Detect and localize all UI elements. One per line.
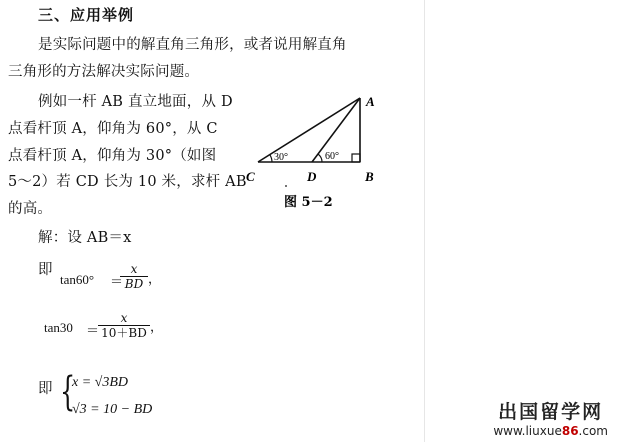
angle-arc-c [270, 155, 272, 162]
stray-dot [285, 185, 287, 187]
eq2-fraction [98, 311, 150, 340]
site-watermark [493, 397, 608, 438]
eq2-denominator: 10＋BD [101, 326, 147, 340]
solution-let: 解：设 AB＝x [38, 230, 132, 246]
ji-label-1: 即 [38, 262, 53, 278]
label-c: C [246, 169, 255, 184]
watermark-title: 出国留学网 [498, 401, 604, 423]
example-line-4: 5～2）若 CD 长为 10 米，求杆 AB [8, 174, 247, 190]
label-b: B [365, 169, 374, 184]
eq2-tail: ， [150, 319, 164, 334]
intro-line-1: 是实际问题中的解直角三角形，或者说用解直角 [38, 37, 347, 53]
example-line-5: 的高。 [8, 201, 53, 217]
ji-label-2: 即 [38, 381, 53, 397]
system-eq-2: √3 = 10 − BD [72, 402, 153, 417]
label-d: D [307, 169, 317, 184]
label-a: A [366, 94, 375, 109]
watermark-url: www.liuxue86.com [493, 424, 608, 438]
example-line-2: 点看杆顶 A，仰角为 60°，从 C [8, 121, 218, 137]
system-brace: { [60, 369, 76, 415]
angle-c-label: 30° [274, 152, 288, 163]
eq1-lhs: tan60° [60, 272, 95, 287]
angle-d-label: 60° [325, 151, 339, 162]
example-line-3: 点看杆顶 A，仰角为 30°（如图 [8, 148, 217, 164]
example-line-1: 例如一杆 AB 直立地面，从 D [38, 94, 233, 110]
panel-divider [424, 0, 425, 442]
eq1-denominator: BD [124, 277, 144, 291]
eq2-lhs: tan30 [44, 320, 73, 335]
eq2-numerator: x [120, 311, 128, 325]
section-heading: 三、应用举例 [38, 6, 135, 24]
eq1-op: ＝ [110, 274, 124, 289]
triangle-figure [238, 88, 388, 218]
eq1-fraction [120, 262, 148, 291]
system-eq-1: x = √3BD [72, 375, 129, 390]
eq2-op: ＝ [86, 323, 100, 338]
eq1-numerator: x [130, 262, 138, 276]
angle-arc-d [318, 154, 322, 162]
right-angle-mark [352, 154, 360, 162]
intro-line-2: 三角形的方法解决实际问题。 [8, 64, 200, 80]
figure-caption: 图 5－2 [284, 195, 333, 210]
eq1-tail: ， [148, 271, 162, 286]
